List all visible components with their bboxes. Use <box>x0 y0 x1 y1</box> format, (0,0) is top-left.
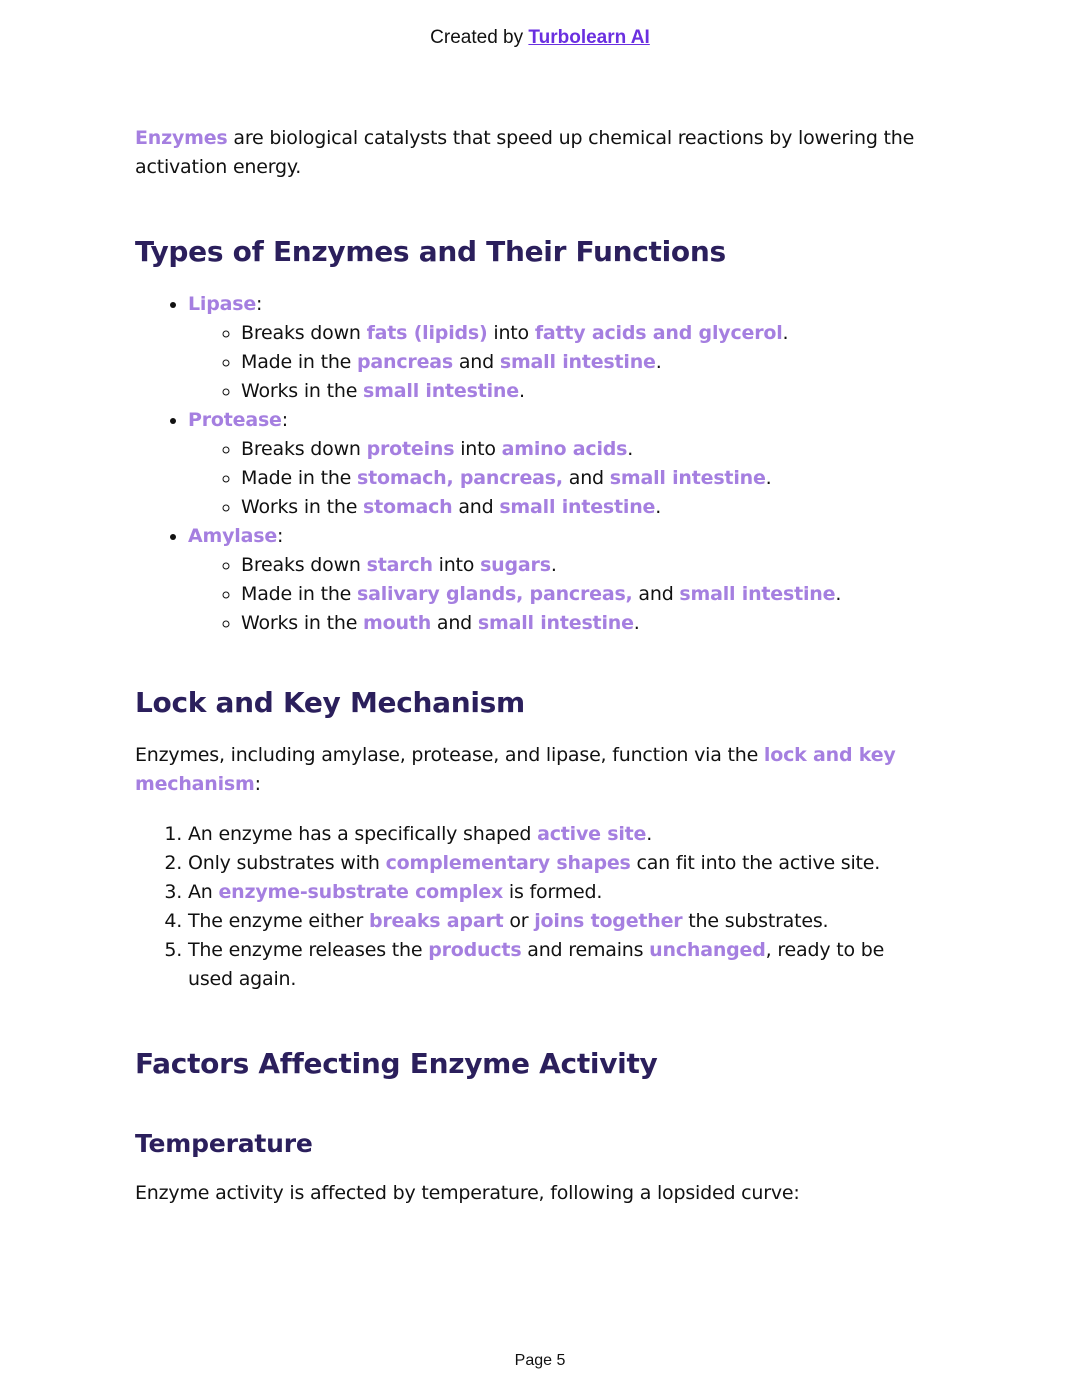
highlighted-term: joins together <box>534 910 683 932</box>
text-segment: . <box>782 322 789 344</box>
text-segment: Breaks down <box>241 438 367 460</box>
highlighted-term: Protease <box>188 409 282 431</box>
section-heading-types: Types of Enzymes and Their Functions <box>135 235 726 268</box>
turbolearn-link[interactable]: Turbolearn AI <box>528 27 650 48</box>
highlighted-term: products <box>428 939 522 961</box>
enzyme-details <box>188 319 925 406</box>
highlighted-term: lock and key mechanism <box>135 744 896 795</box>
highlighted-term: Lipase <box>188 293 257 315</box>
highlighted-term: small intestine <box>499 351 656 373</box>
highlighted-term: stomach <box>363 496 453 518</box>
text-segment: and <box>453 351 500 373</box>
enzyme-list <box>135 290 925 638</box>
text-segment: The enzyme releases the <box>188 939 429 961</box>
highlighted-term: Amylase <box>188 525 278 547</box>
text-segment: : <box>281 409 288 431</box>
text-segment: . <box>765 467 772 489</box>
highlighted-term: enzyme-substrate complex <box>218 881 504 903</box>
enzyme-name <box>188 293 262 315</box>
text-segment: Breaks down <box>241 322 367 344</box>
text-segment: is formed. <box>503 881 603 903</box>
highlighted-term: mouth <box>363 612 432 634</box>
text-segment: The enzyme either <box>188 910 369 932</box>
enzyme-detail <box>241 464 925 493</box>
text-segment: . <box>835 583 842 605</box>
highlighted-term: pancreas <box>357 351 454 373</box>
content <box>135 124 925 1208</box>
highlighted-term: fats (lipids) <box>366 322 488 344</box>
text-segment: Works in the <box>241 496 364 518</box>
text-segment: can fit into the active site. <box>630 852 881 874</box>
text-segment: An <box>188 881 219 903</box>
enzyme-item <box>188 406 925 522</box>
enzyme-item <box>188 522 925 638</box>
temperature-text <box>135 1179 925 1208</box>
text-segment: and remains <box>521 939 650 961</box>
enzyme-detail <box>241 551 925 580</box>
enzyme-details <box>188 551 925 638</box>
page-number: Page 5 <box>514 1352 566 1369</box>
text-segment: . <box>655 351 662 373</box>
section-heading-lock-key: Lock and Key Mechanism <box>135 686 525 719</box>
text-segment: and <box>632 583 680 605</box>
steps-list <box>135 820 925 994</box>
text-segment: into <box>432 554 481 576</box>
enzyme-detail <box>241 609 925 638</box>
highlighted-term: Enzymes <box>135 127 228 149</box>
text-segment: . <box>627 438 634 460</box>
text-segment: : <box>256 293 263 315</box>
highlighted-term: small intestine <box>499 496 656 518</box>
enzyme-name <box>188 409 288 431</box>
highlighted-term: sugars <box>480 554 551 576</box>
enzyme-item <box>188 290 925 406</box>
intro-paragraph <box>135 124 925 182</box>
enzyme-detail <box>241 319 925 348</box>
enzyme-detail <box>241 348 925 377</box>
text-segment: and <box>431 612 478 634</box>
highlighted-term: small intestine <box>363 380 519 402</box>
text-segment: . <box>655 496 662 518</box>
text-segment: and <box>452 496 500 518</box>
text-segment: Made in the <box>241 351 358 373</box>
lock-key-intro <box>135 741 925 799</box>
text-segment: . <box>550 554 557 576</box>
text-segment: . <box>646 823 653 845</box>
highlighted-term: starch <box>366 554 433 576</box>
text-segment: Made in the <box>241 467 358 489</box>
highlighted-term: stomach, pancreas, <box>357 467 563 489</box>
highlighted-term: unchanged <box>649 939 766 961</box>
highlighted-term: small intestine <box>477 612 634 634</box>
header-prefix: Created by <box>430 27 529 48</box>
highlighted-term: salivary glands, pancreas, <box>357 583 633 605</box>
highlighted-term: complementary shapes <box>385 852 631 874</box>
enzyme-detail <box>241 580 925 609</box>
highlighted-term: amino acids <box>501 438 628 460</box>
text-segment: Breaks down <box>241 554 367 576</box>
text-segment: Works in the <box>241 380 364 402</box>
text-segment: Enzymes, including amylase, protease, and lipase, function via the <box>135 744 764 766</box>
text-segment: . <box>518 380 525 402</box>
highlighted-term: small intestine <box>679 583 836 605</box>
text-segment: : <box>254 773 261 795</box>
mechanism-step <box>188 936 925 994</box>
text-segment: into <box>487 322 535 344</box>
enzyme-details <box>188 435 925 522</box>
mechanism-step <box>188 907 925 936</box>
enzyme-name <box>188 525 283 547</box>
mechanism-step <box>188 878 925 907</box>
highlighted-term: breaks apart <box>368 910 504 932</box>
text-segment: Enzyme activity is affected by temperature, following a lopsided curve: <box>135 1182 800 1204</box>
mechanism-step <box>188 820 925 849</box>
text-segment: Works in the <box>241 612 364 634</box>
text-segment: the substrates. <box>682 910 829 932</box>
text-segment: are biological catalysts that speed up chemical reactions by lowering the activation energy. <box>135 127 915 178</box>
header <box>0 27 1080 49</box>
text-segment: , ready to be used again. <box>188 939 885 990</box>
text-segment: and <box>562 467 610 489</box>
enzyme-detail <box>241 377 925 406</box>
text-segment: An enzyme has a specifically shaped <box>188 823 538 845</box>
enzyme-detail <box>241 435 925 464</box>
text-segment: into <box>454 438 502 460</box>
mechanism-step <box>188 849 925 878</box>
section-heading-factors: Factors Affecting Enzyme Activity <box>135 1047 658 1080</box>
text-segment: Made in the <box>241 583 358 605</box>
enzyme-detail <box>241 493 925 522</box>
subheading-temperature: Temperature <box>135 1129 313 1158</box>
text-segment: : <box>277 525 284 547</box>
text-segment: . <box>633 612 640 634</box>
text-segment: Only substrates with <box>188 852 386 874</box>
text-segment: or <box>503 910 535 932</box>
highlighted-term: active site <box>537 823 647 845</box>
highlighted-term: fatty acids and glycerol <box>534 322 783 344</box>
highlighted-term: small intestine <box>609 467 766 489</box>
highlighted-term: proteins <box>366 438 455 460</box>
